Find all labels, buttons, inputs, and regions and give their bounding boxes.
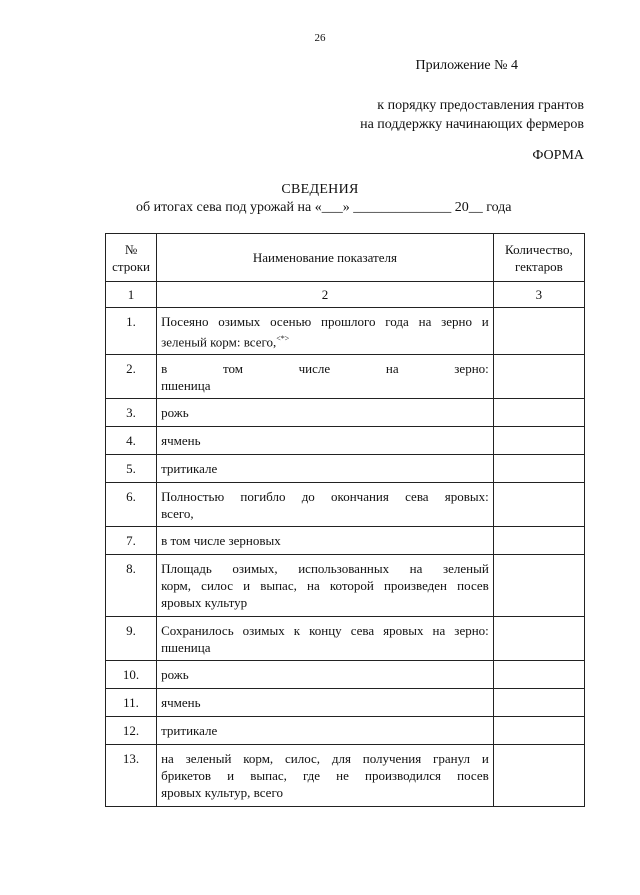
indicator-name-line: тритикале: [161, 723, 218, 739]
quantity-cell[interactable]: [493, 689, 584, 717]
row-number: 2.: [106, 355, 157, 399]
indicator-name: [157, 717, 494, 745]
form-label: ФОРМА: [532, 148, 584, 163]
table-row: [106, 483, 585, 527]
indicator-name-line: всего,: [161, 506, 194, 522]
table-row: [106, 527, 585, 555]
row-number: 6.: [106, 483, 157, 527]
quantity-cell[interactable]: [493, 483, 584, 527]
row-number: 10.: [106, 661, 157, 689]
indicator-name: [157, 555, 494, 617]
indicator-name: [157, 455, 494, 483]
quantity-cell[interactable]: [493, 355, 584, 399]
indicator-name-line: ячмень: [161, 695, 201, 711]
row-number: 1.: [106, 308, 157, 355]
row-number: 4.: [106, 427, 157, 455]
header-quantity: Количество, гектаров: [493, 234, 584, 282]
table-row: [106, 455, 585, 483]
procedure-line-1: к порядку предоставления грантов: [377, 98, 584, 113]
quantity-cell[interactable]: [493, 617, 584, 661]
indicator-name: [157, 527, 494, 555]
column-number: 3: [493, 282, 584, 308]
indicator-name: [157, 617, 494, 661]
sowing-results-table: [105, 233, 585, 807]
procedure-line-2: на поддержку начинающих фермеров: [360, 117, 584, 132]
document-title: СВЕДЕНИЯ: [281, 182, 359, 197]
quantity-cell[interactable]: [493, 661, 584, 689]
quantity-cell[interactable]: [493, 527, 584, 555]
indicator-name: [157, 483, 494, 527]
indicator-name: [157, 661, 494, 689]
indicator-name: [157, 745, 494, 807]
quantity-cell[interactable]: [493, 427, 584, 455]
indicator-name: [157, 689, 494, 717]
column-number: 2: [157, 282, 494, 308]
indicator-name: [157, 355, 494, 399]
table-row: [106, 427, 585, 455]
indicator-name-line: ячмень: [161, 433, 201, 449]
indicator-name: [157, 308, 494, 355]
table-header-row: [106, 234, 585, 282]
indicator-name-line: на зеленый корм, силос, для получения гранул и: [161, 751, 489, 767]
procedure-reference: [360, 96, 584, 134]
indicator-name-line: яровых культур, всего: [161, 785, 283, 801]
row-number: 13.: [106, 745, 157, 807]
quantity-cell[interactable]: [493, 308, 584, 355]
row-number: 9.: [106, 617, 157, 661]
quantity-cell[interactable]: [493, 717, 584, 745]
column-number: 1: [106, 282, 157, 308]
table-row: [106, 555, 585, 617]
indicator-name-line: рожь: [161, 667, 189, 683]
footnote-marker: <*>: [276, 334, 290, 343]
indicator-name: [157, 399, 494, 427]
table-body: [106, 308, 585, 807]
row-number: 3.: [106, 399, 157, 427]
page-number: 26: [314, 32, 326, 44]
appendix-label: Приложение № 4: [415, 58, 518, 73]
indicator-name-line: в том числе на зерно:: [161, 361, 489, 377]
table-row: [106, 689, 585, 717]
row-number: 7.: [106, 527, 157, 555]
indicator-name-line: Площадь озимых, использованных на зеленый: [161, 561, 489, 577]
indicator-name-line: корм, силос и выпас, на которой произведен посев: [161, 578, 489, 594]
indicator-name-line: брикетов и выпас, где не производился посев: [161, 768, 489, 784]
indicator-name: [157, 427, 494, 455]
indicator-name-line: Полностью погибло до окончания сева яровых:: [161, 489, 489, 505]
indicator-name-line: пшеница: [161, 640, 211, 656]
indicator-name-line: в том числе зерновых: [161, 533, 281, 549]
table-row: [106, 617, 585, 661]
document-subtitle: об итогах сева под урожай на «___» ______________ 20__ года: [136, 200, 512, 215]
indicator-name-line: зеленый корм: всего,: [161, 334, 277, 350]
table-row: [106, 745, 585, 807]
indicator-name-line: рожь: [161, 405, 189, 421]
indicator-name-line: Сохранилось озимых к концу сева яровых на зерно:: [161, 623, 489, 639]
indicator-name-line: тритикале: [161, 461, 218, 477]
column-numbers-row: [106, 282, 585, 308]
table-row: [106, 355, 585, 399]
table-row: [106, 308, 585, 355]
quantity-cell[interactable]: [493, 455, 584, 483]
table-row: [106, 661, 585, 689]
quantity-cell[interactable]: [493, 399, 584, 427]
table-row: [106, 399, 585, 427]
table-row: [106, 717, 585, 745]
header-row-number: № строки: [106, 234, 157, 282]
row-number: 5.: [106, 455, 157, 483]
row-number: 11.: [106, 689, 157, 717]
quantity-cell[interactable]: [493, 555, 584, 617]
indicator-name-line: яровых культур: [161, 595, 248, 611]
row-number: 12.: [106, 717, 157, 745]
row-number: 8.: [106, 555, 157, 617]
quantity-cell[interactable]: [493, 745, 584, 807]
indicator-name-line: пшеница: [161, 378, 211, 394]
indicator-name-line: Посеяно озимых осенью прошлого года на зерно и: [161, 314, 489, 329]
header-indicator-name: Наименование показателя: [157, 234, 494, 282]
